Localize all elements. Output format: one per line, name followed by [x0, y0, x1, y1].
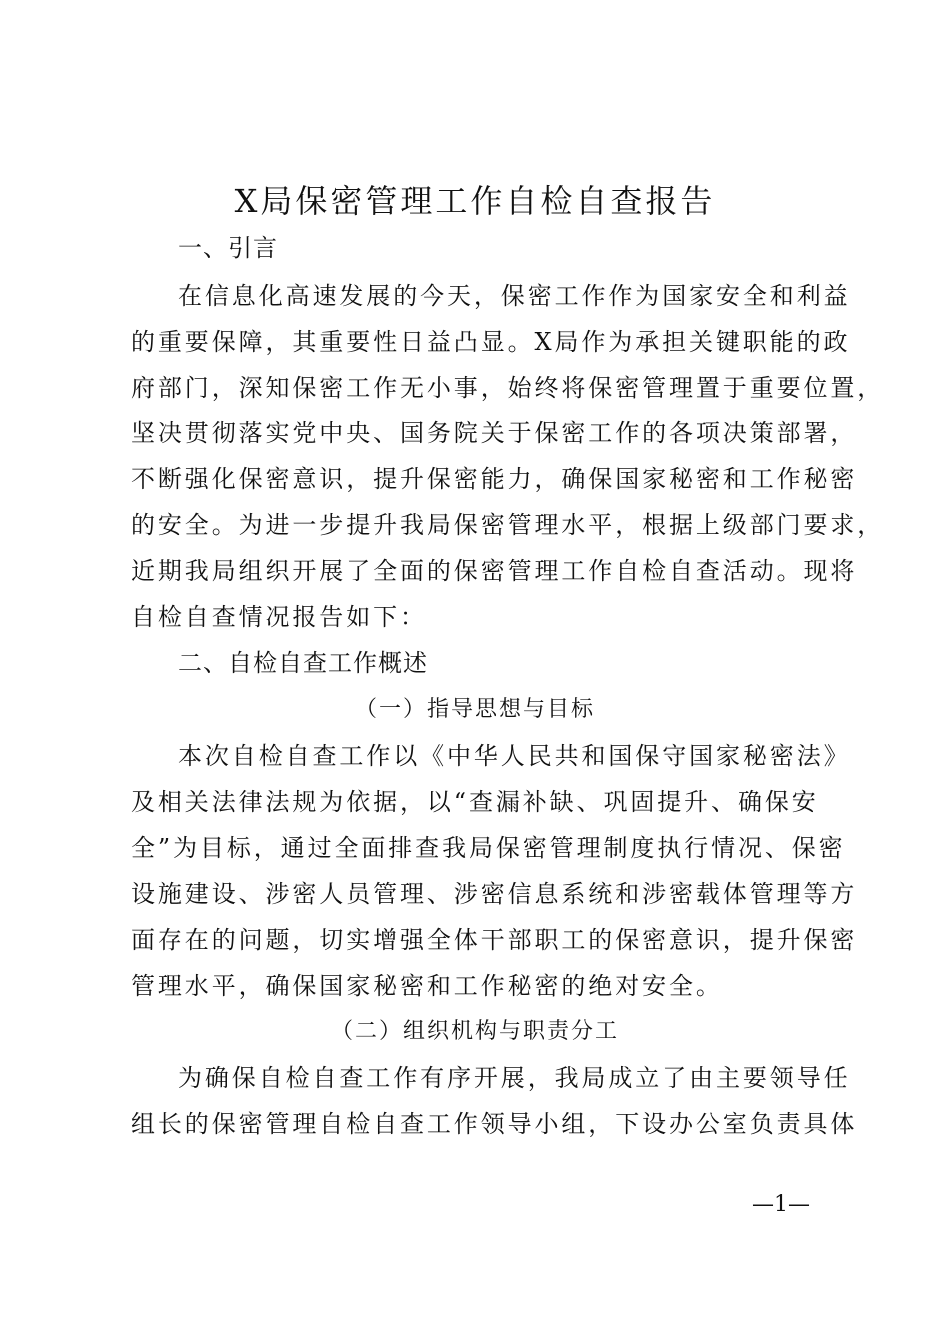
subsection-heading-guiding-ideas: （一）指导思想与目标: [354, 697, 595, 722]
paragraph-line: 自检自查情况报告如下：: [131, 603, 427, 631]
section-heading-introduction: 一、引言: [178, 234, 278, 262]
paragraph-line: 不断强化保密意识，提升保密能力，确保国家秘密和工作秘密: [131, 465, 858, 493]
section-heading-overview: 二、自检自查工作概述: [178, 649, 428, 677]
paragraph-line: 本次自检自查工作以《中华人民共和国保守国家秘密法》: [178, 742, 851, 770]
paragraph-line: 组长的保密管理自检自查工作领导小组，下设办公室负责具体: [131, 1110, 858, 1138]
paragraph-line: 全”为目标，通过全面排查我局保密管理制度执行情况、保密: [131, 834, 846, 862]
paragraph-line: 管理水平，确保国家秘密和工作秘密的绝对安全。: [131, 972, 723, 1000]
paragraph-line: 的重要保障，其重要性日益凸显。X局作为承担关键职能的政: [131, 328, 851, 356]
subsection-heading-organization: （二）组织机构与职责分工: [330, 1019, 619, 1044]
paragraph-line: 在信息化高速发展的今天，保密工作作为国家安全和利益: [178, 282, 851, 310]
paragraph-line: 设施建设、涉密人员管理、涉密信息系统和涉密载体管理等方: [131, 880, 858, 908]
paragraph-line: 近期我局组织开展了全面的保密管理工作自检自查活动。现将: [131, 557, 858, 585]
paragraph-line: 府部门，深知保密工作无小事，始终将保密管理置于重要位置，: [131, 374, 885, 402]
paragraph-line: 的安全。为进一步提升我局保密管理水平，根据上级部门要求，: [131, 511, 885, 539]
paragraph-line: 为确保自检自查工作有序开展，我局成立了由主要领导任: [178, 1064, 851, 1092]
paragraph-line: 及相关法律法规为依据，以“查漏补缺、巩固提升、确保安: [131, 788, 819, 816]
document-title: X局保密管理工作自检自查报告: [234, 182, 716, 220]
paragraph-line: 坚决贯彻落实党中央、国务院关于保密工作的各项决策部署，: [131, 419, 858, 447]
paragraph-line: 面存在的问题，切实增强全体干部职工的保密意识，提升保密: [131, 926, 858, 954]
page-number: —1—: [752, 1192, 810, 1217]
